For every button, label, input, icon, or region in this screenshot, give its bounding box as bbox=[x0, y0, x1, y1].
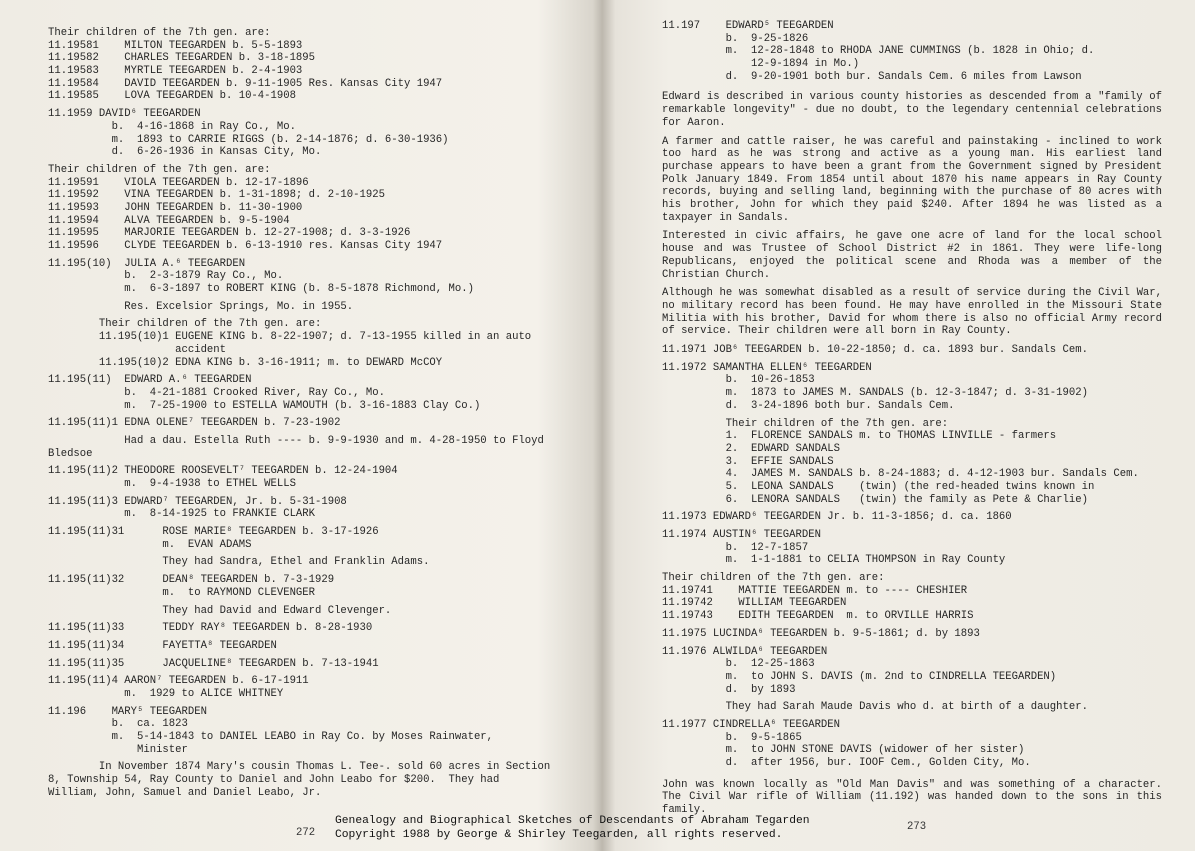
text-line: 11.1977 CINDRELLA⁶ TEEGARDEN bbox=[662, 718, 841, 731]
text-line: d. 9-20-1901 both bur. Sandals Cem. 6 miles from Lawson bbox=[662, 70, 1082, 83]
text-line: d. 6-26-1936 in Kansas City, Mo. bbox=[48, 146, 322, 159]
text-line: 11.19581 MILTON TEEGARDEN b. 5-5-1893 bbox=[48, 39, 303, 52]
body-paragraph: Edward is described in various county histories as descended from a "family of remarkable longevity" - due no doubt, to the legendary centennial celebrations for Aaron. bbox=[662, 91, 1162, 129]
text-line: 11.195(11)31 ROSE MARIE⁸ TEEGARDEN b. 3-17-1926 bbox=[48, 526, 379, 539]
text-line: b. 10-26-1853 bbox=[662, 374, 815, 387]
text-line: 8, Township 54, Ray County to Daniel and John Leabo for $200. They had bbox=[48, 774, 500, 787]
text-line: 11.19582 CHARLES TEEGARDEN b. 3-18-1895 bbox=[48, 52, 316, 65]
text-line: 11.19593 JOHN TEEGARDEN b. 11-30-1900 bbox=[48, 201, 303, 214]
text-line: Bledsoe bbox=[48, 447, 93, 460]
right-page bbox=[662, 0, 1162, 851]
text-line: 11.19595 MARJORIE TEEGARDEN b. 12-27-1908; d. 3-3-1926 bbox=[48, 227, 411, 240]
text-line: They had Sandra, Ethel and Franklin Adams. bbox=[48, 556, 430, 569]
text-line: Had a dau. Estella Ruth ---- b. 9-9-1930 and m. 4-28-1950 to Floyd bbox=[48, 434, 544, 447]
text-line: 11.195(11)2 THEODORE ROOSEVELT⁷ TEEGARDEN b. 12-24-1904 bbox=[48, 465, 398, 478]
text-line: 3. EFFIE SANDALS bbox=[662, 455, 834, 468]
text-line: 11.19585 LOVA TEEGARDEN b. 10-4-1908 bbox=[48, 90, 296, 103]
text-line: 11.19741 MATTIE TEEGARDEN m. to ---- CHESHIER bbox=[662, 584, 968, 597]
text-line: m. to RAYMOND CLEVENGER bbox=[48, 586, 316, 599]
text-line: 11.195(11)4 AARON⁷ TEEGARDEN b. 6-17-1911 bbox=[48, 675, 309, 688]
text-line: m. 9-4-1938 to ETHEL WELLS bbox=[48, 478, 296, 490]
text-line: 11.196 MARY⁵ TEEGARDEN bbox=[48, 705, 207, 718]
text-line: 6. LENORA SANDALS (twin) the family as Pete & Charlie) bbox=[662, 493, 1088, 506]
text-line: 11.19591 VIOLA TEEGARDEN b. 12-17-1896 bbox=[48, 176, 309, 189]
text-line: b. 2-3-1879 Ray Co., Mo. bbox=[48, 270, 284, 283]
text-line: accident bbox=[48, 343, 227, 356]
text-line: 11.195(11)1 EDNA OLENE⁷ TEEGARDEN b. 7-23-1902 bbox=[48, 417, 341, 430]
text-line: 11.1976 ALWILDA⁶ TEEGARDEN bbox=[662, 645, 828, 658]
text-line: Their children of the 7th gen. are: bbox=[662, 572, 885, 585]
text-line: 11.197 EDWARD⁵ TEEGARDEN bbox=[662, 20, 834, 32]
left-page-number: 272 bbox=[296, 827, 316, 839]
text-line: 11.1971 JOB⁶ TEEGARDEN b. 10-22-1850; d. ca. 1893 bur. Sandals Cem. bbox=[662, 344, 1088, 357]
text-line: b. 4-16-1868 in Ray Co., Mo. bbox=[48, 120, 296, 133]
text-line: m. 1873 to JAMES M. SANDALS (b. 12-3-1847; d. 3-31-1902) bbox=[662, 387, 1088, 400]
text-line: They had Sarah Maude Davis who d. at birth of a daughter. bbox=[662, 701, 1088, 714]
text-line: 4. JAMES M. SANDALS b. 8-24-1883; d. 4-12-1903 bur. Sandals Cem. bbox=[662, 468, 1139, 481]
text-line: m. 7-25-1900 to ESTELLA WAMOUTH (b. 3-16-1883 Clay Co.) bbox=[48, 399, 481, 412]
text-line: d. 3-24-1896 both bur. Sandals Cem. bbox=[662, 399, 955, 412]
right-page-number: 273 bbox=[907, 821, 927, 833]
text-line: Their children of the 7th gen. are: bbox=[662, 417, 949, 430]
text-line: 11.195(11)3 EDWARD⁷ TEEGARDEN, Jr. b. 5-31-1908 bbox=[48, 495, 347, 508]
text-line: 11.195(11)33 TEDDY RAY⁸ TEEGARDEN b. 8-28-1930 bbox=[48, 622, 373, 635]
text-line: 1. FLORENCE SANDALS m. to THOMAS LINVILLE - farmers bbox=[662, 430, 1057, 443]
text-line: m. 5-14-1843 to DANIEL LEABO in Ray Co. by Moses Rainwater, bbox=[48, 731, 494, 743]
text-line: 11.1973 EDWARD⁶ TEEGARDEN Jr. b. 11-3-1856; d. ca. 1860 bbox=[662, 511, 1012, 524]
text-line: 11.19584 DAVID TEEGARDEN b. 9-11-1905 Res. Kansas City 1947 bbox=[48, 77, 443, 90]
copyright-footer bbox=[335, 815, 810, 842]
text-line: 11.19742 WILLIAM TEEGARDEN bbox=[662, 597, 847, 610]
text-line: m. 1929 to ALICE WHITNEY bbox=[48, 687, 284, 700]
text-line: b. 4-21-1881 Crooked River, Ray Co., Mo. bbox=[48, 386, 385, 399]
text-line: 12-9-1894 in Mo.) bbox=[662, 58, 860, 71]
text-line: 11.195(11)35 JACQUELINE⁸ TEEGARDEN b. 7-13-1941 bbox=[48, 657, 379, 670]
text-line: 11.19743 EDITH TEEGARDEN m. to ORVILLE HARRIS bbox=[662, 610, 974, 623]
text-line: m. to JOHN S. DAVIS (m. 2nd to CINDRELLA TEEGARDEN) bbox=[662, 670, 1057, 683]
text-line: b. 12-7-1857 bbox=[662, 541, 809, 554]
text-line: m. to JOHN STONE DAVIS (widower of her sister) bbox=[662, 744, 1025, 757]
text-line: Minister bbox=[48, 743, 188, 756]
text-line: In November 1874 Mary's cousin Thomas L. Tee-. sold 60 acres in Section bbox=[48, 761, 551, 774]
text-line: Res. Excelsior Springs, Mo. in 1955. bbox=[48, 300, 354, 313]
closing-paragraph: John was known locally as "Old Man Davis" and was something of a character. The Civil War rifle of William (11.192) was handed down to the sons in this family. bbox=[662, 778, 1162, 817]
text-line: 5. LEONA SANDALS (twin) (the red-headed twins known in bbox=[662, 480, 1095, 493]
text-line: b. ca. 1823 bbox=[48, 718, 188, 731]
text-line: b. 9-25-1826 bbox=[662, 32, 809, 45]
text-line: Their children of the 7th gen. are: bbox=[48, 27, 271, 39]
text-line: Their children of the 7th gen. are: bbox=[48, 318, 322, 331]
text-line: 11.195(10)1 EUGENE KING b. 8-22-1907; d. 7-13-1955 killed in an auto bbox=[48, 331, 532, 344]
text-line: 11.195(10) JULIA A.⁶ TEEGARDEN bbox=[48, 257, 246, 270]
text-line: m. 1-1-1881 to CELIA THOMPSON in Ray County bbox=[662, 554, 1006, 567]
text-line: William, John, Samuel and Daniel Leabo, Jr. bbox=[48, 786, 322, 799]
text-line: 11.195(11) EDWARD A.⁶ TEEGARDEN bbox=[48, 374, 252, 387]
text-line: 11.19592 VINA TEEGARDEN b. 1-31-1898; d. 2-10-1925 bbox=[48, 189, 385, 202]
body-paragraph: Interested in civic affairs, he gave one acre of land for the local school house and was Trustee of School District #2 in 1861. They were life-long Republicans, enjoyed the political scene and Rhoda was a member of the Christian Church. bbox=[662, 230, 1162, 281]
text-line: m. 6-3-1897 to ROBERT KING (b. 8-5-1878 Richmond, Mo.) bbox=[48, 283, 474, 296]
text-line: b. 9-5-1865 bbox=[662, 731, 802, 744]
text-line: 11.195(11)34 FAYETTA⁸ TEEGARDEN bbox=[48, 639, 277, 652]
text-line: 11.1959 DAVID⁶ TEEGARDEN bbox=[48, 108, 201, 121]
text-line: 11.195(11)32 DEAN⁸ TEEGARDEN b. 7-3-1929 bbox=[48, 574, 335, 587]
text-line: d. by 1893 bbox=[662, 683, 796, 696]
text-line: 11.1972 SAMANTHA ELLEN⁶ TEEGARDEN bbox=[662, 361, 872, 374]
text-line: 2. EDWARD SANDALS bbox=[662, 442, 841, 455]
body-paragraph: Although he was somewhat disabled as a result of service during the Civil War, no military record has been found. He may have enrolled in the Missouri State Militia with his brother, David for whom there is also no official Army record of service. Their children were all born in Ray County. bbox=[662, 287, 1162, 338]
text-line: 11.1975 LUCINDA⁶ TEEGARDEN b. 9-5-1861; d. by 1893 bbox=[662, 627, 980, 640]
text-line: m. 8-14-1925 to FRANKIE CLARK bbox=[48, 508, 316, 521]
text-line: 11.195(10)2 EDNA KING b. 3-16-1911; m. to DEWARD McCOY bbox=[48, 356, 443, 369]
text-line: m. 1893 to CARRIE RIGGS (b. 2-14-1876; d. 6-30-1936) bbox=[48, 133, 449, 146]
left-page bbox=[48, 0, 553, 851]
text-line: m. 12-28-1848 to RHODA JANE CUMMINGS (b. 1828 in Ohio; d. bbox=[662, 45, 1095, 58]
body-paragraph: A farmer and cattle raiser, he was careful and painstaking - inclined to work too hard as he was strong and active as a young man. His earliest land purchase appears to have been a grant from the Government signed by President Polk January 1849. From 1854 until about 1870 his name appears in Ray County records, buying and selling land, beginning with the purchase of 80 acres with his brother, John for which they paid $240. After 1894 he was listed as a taxpayer in Sandals. bbox=[662, 135, 1162, 224]
footer-title: Genealogy and Biographical Sketches of Descendants of Abraham Tegarden bbox=[335, 815, 810, 827]
text-line: d. after 1956, bur. IOOF Cem., Golden City, Mo. bbox=[662, 757, 1031, 770]
text-line: b. 12-25-1863 bbox=[662, 658, 815, 671]
footer-copyright: Copyright 1988 by George & Shirley Teegarden, all rights reserved. bbox=[335, 828, 783, 841]
text-line: 11.19583 MYRTLE TEEGARDEN b. 2-4-1903 bbox=[48, 65, 303, 78]
text-line: 11.19596 CLYDE TEEGARDEN b. 6-13-1910 res. Kansas City 1947 bbox=[48, 240, 443, 252]
text-line: 11.1974 AUSTIN⁶ TEEGARDEN bbox=[662, 529, 821, 542]
text-line: m. EVAN ADAMS bbox=[48, 538, 252, 551]
text-line: Their children of the 7th gen. are: bbox=[48, 163, 271, 176]
text-line: They had David and Edward Clevenger. bbox=[48, 604, 392, 617]
text-line: 11.19594 ALVA TEEGARDEN b. 9-5-1904 bbox=[48, 214, 290, 227]
